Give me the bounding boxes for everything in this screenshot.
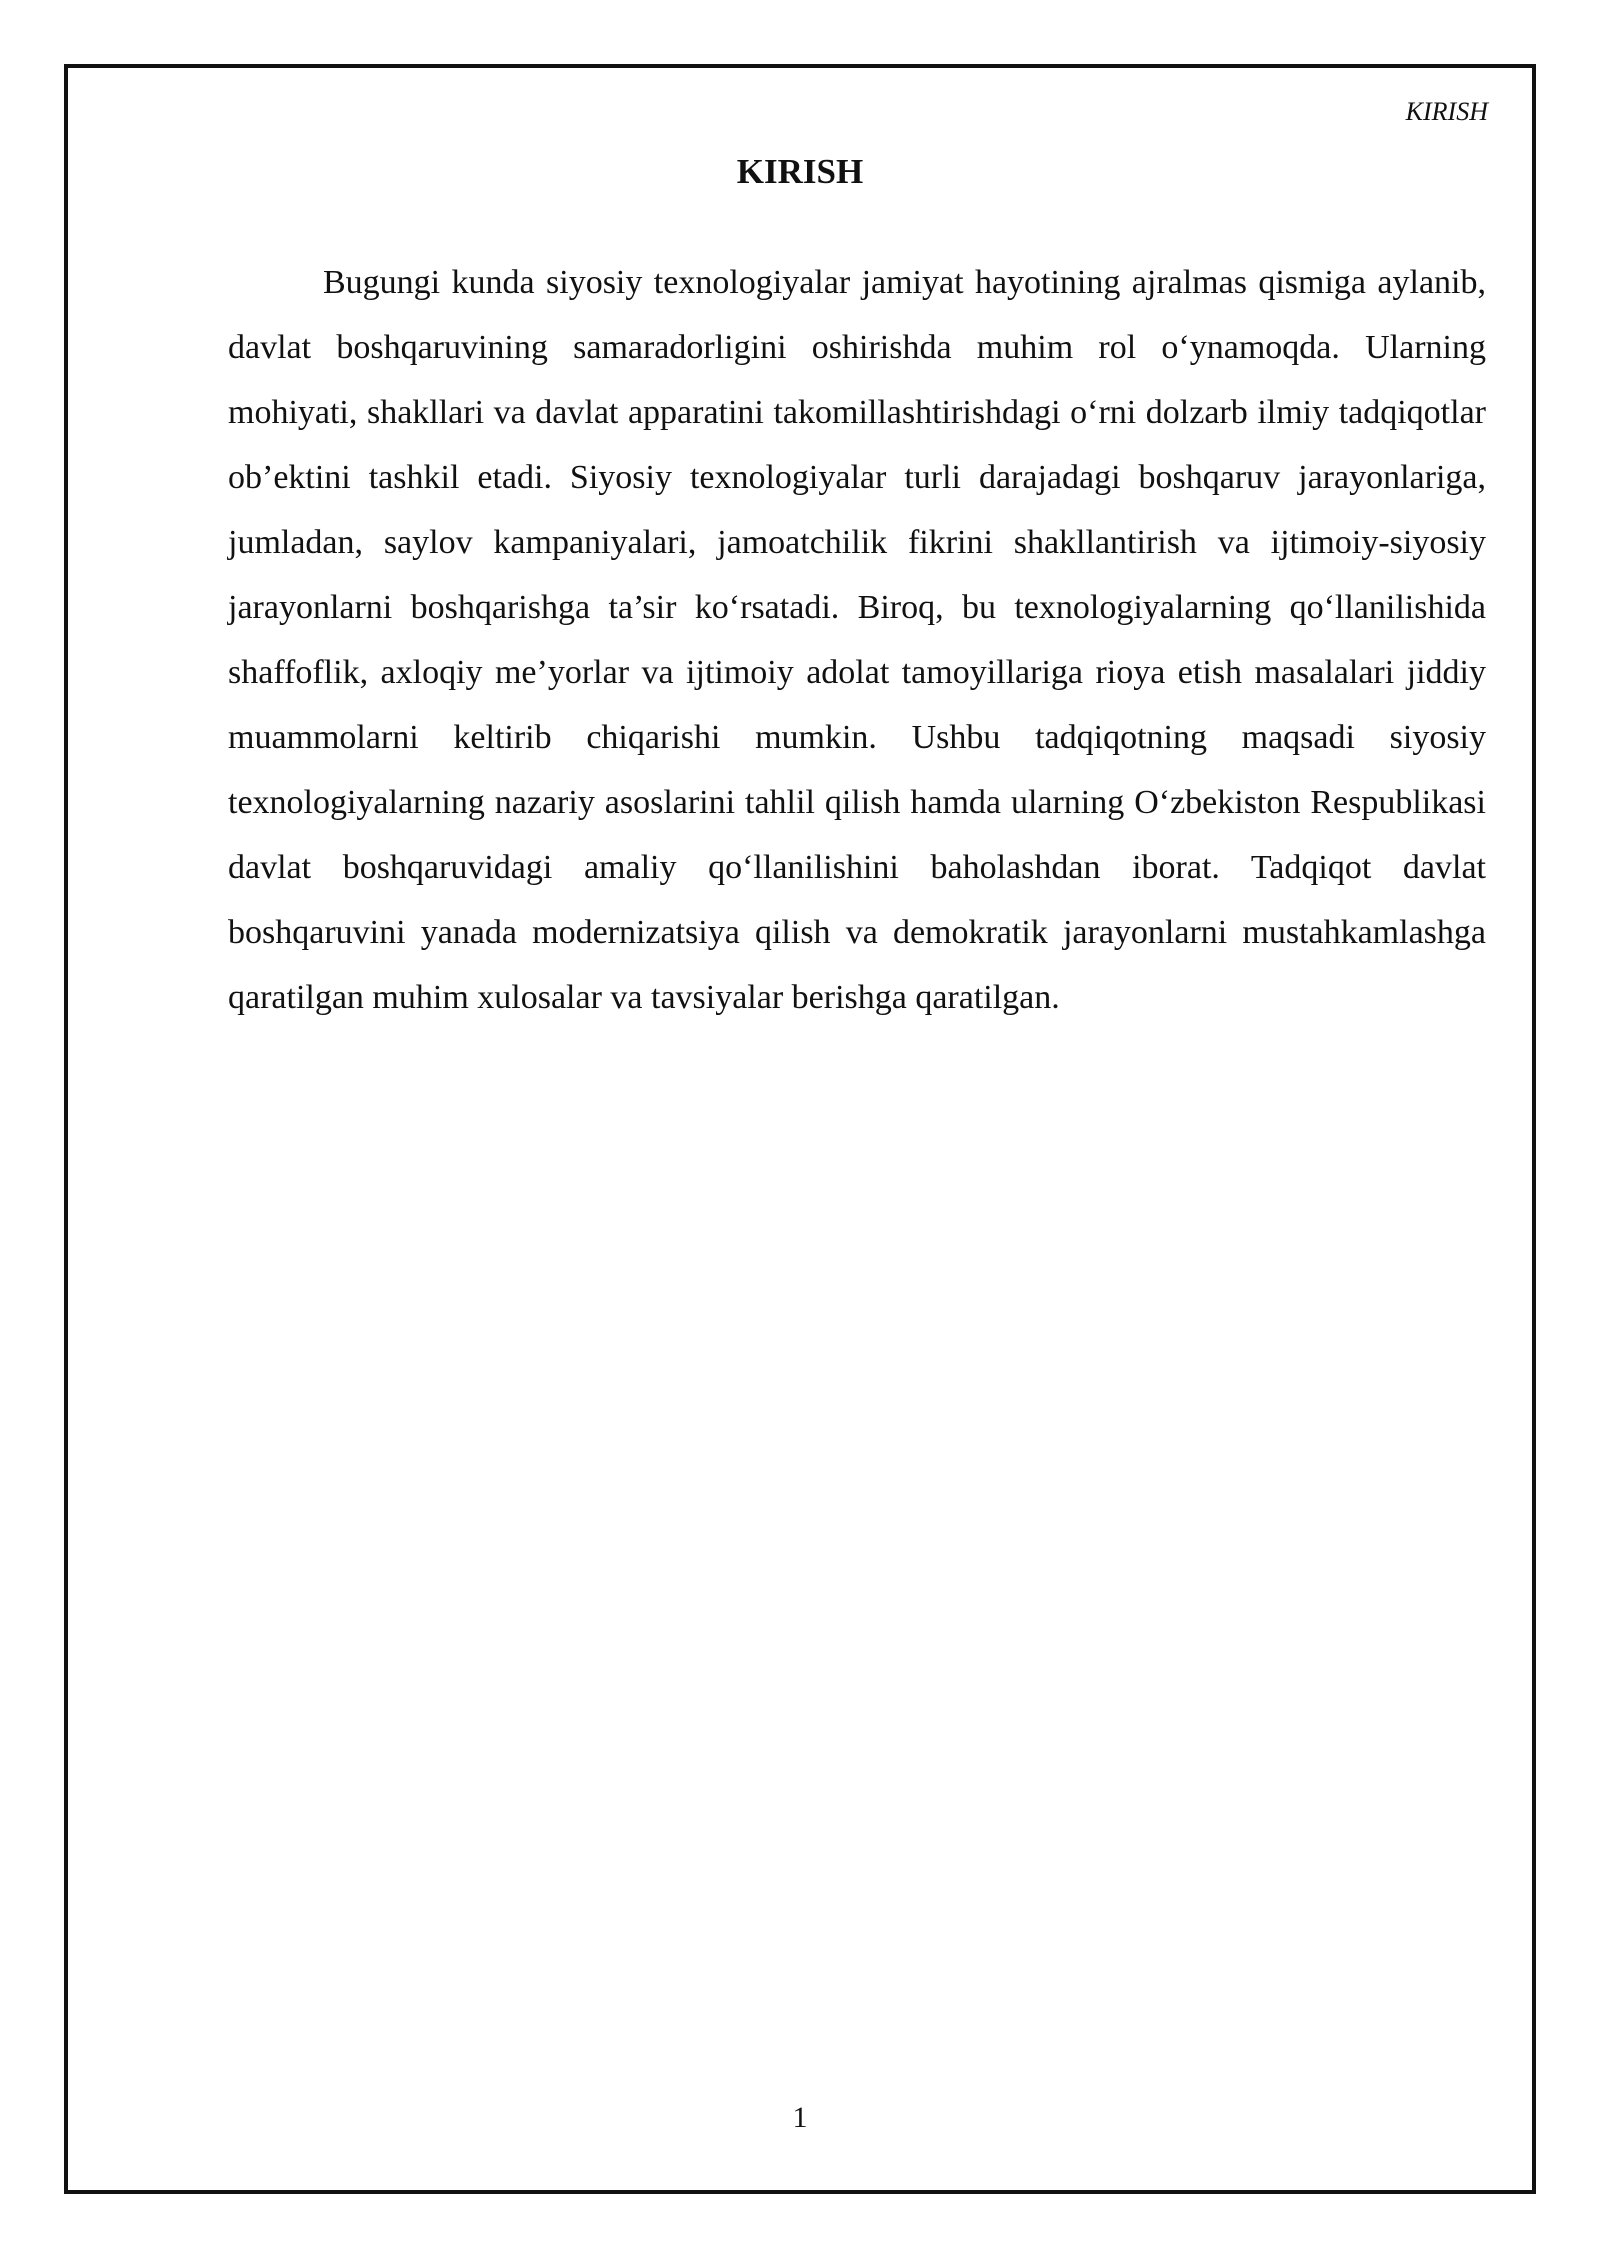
running-header: KIRISH — [1405, 97, 1488, 126]
page-title: KIRISH — [736, 152, 864, 191]
body-paragraph: Bugungi kunda siyosiy texnologiyalar jamiyat hayotining ajralmas qismiga aylanib, davlat boshqaruvining samaradorligini oshirishda muhim rol o‘ynamoqda. Ularning mohiyati, shakllari va davlat apparatini takomillashtirishdagi o‘rni dolzarb ilmiy tadqiqotlar ob’ektini tashkil etadi. Siyosiy texnologiyalar turli darajadagi boshqaruv jarayonlariga, jumladan, saylov kampaniyalari, jamoatchilik fikrini shakllantirish va ijtimoiy-siyosiy jarayonlarni boshqarishga ta’sir ko‘rsatadi. Biroq, bu texnologiyalarning qo‘llanilishida shaffoflik, axloqiy me’yorlar va ijtimoiy adolat tamoyillariga rioya etish masalalari jiddiy muammolarni keltirib chiqarishi mumkin. Ushbu tadqiqotning maqsadi siyosiy texnologiyalarning nazariy asoslarini tahlil qilish hamda ularning O‘zbekiston Respublikasi davlat boshqaruvidagi amaliy qo‘llanilishini baholashdan iborat. Tadqiqot davlat boshqaruvini yanada modernizatsiya qilish va demokratik jarayonlarni mustahkamlashga qaratilgan muhim xulosalar va tavsiyalar berishga qaratilgan. — [228, 264, 1486, 1016]
page-number: 1 — [792, 2101, 808, 2134]
